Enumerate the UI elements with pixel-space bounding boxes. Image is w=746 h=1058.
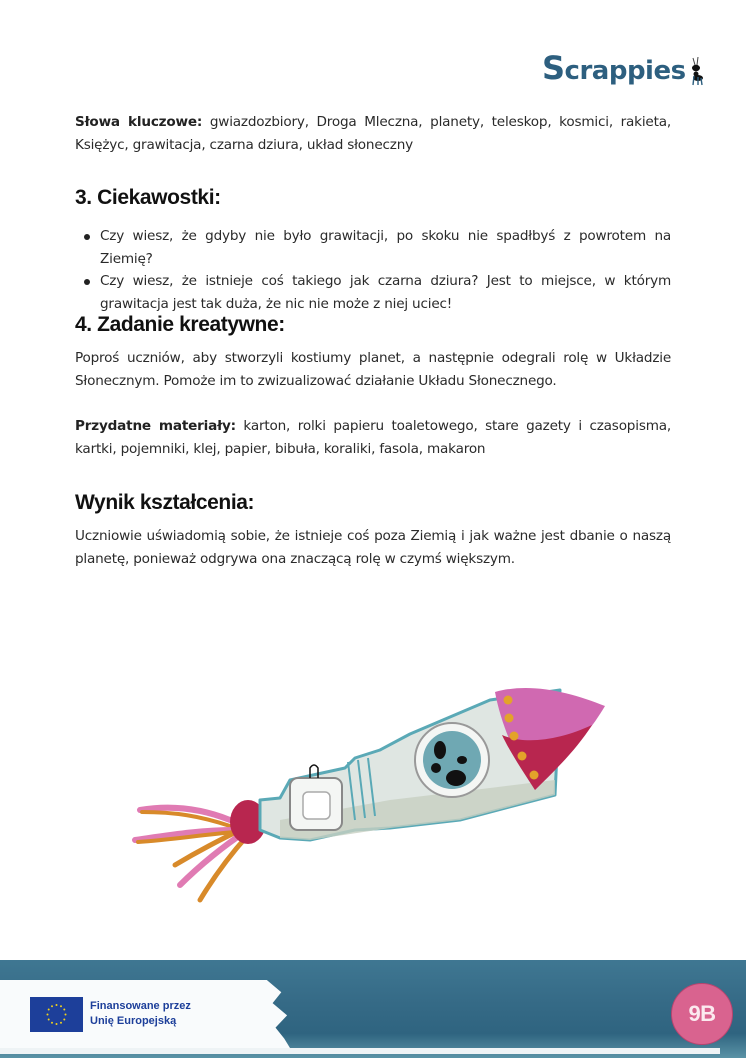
rocket-with-ants-illustration: [130, 680, 610, 910]
ant-icon: [687, 56, 705, 86]
logo-text: Scrappies: [542, 49, 686, 87]
fact-item: Czy wiesz, że istnieje coś takiego jak czarna dziura? Jest to miejsce, w którym grawitacja jest tak duża, że nic nie może z niej uciec!: [75, 270, 671, 315]
scrappies-logo: [542, 49, 705, 87]
outcome-heading: Wynik kształcenia:: [75, 491, 255, 514]
keywords-label: Słowa kluczowe:: [75, 114, 203, 130]
materials-paragraph: [75, 415, 671, 460]
materials-text: karton, rolki papieru toaletowego, stare gazety i czasopisma, kartki, pojemniki, klej, papier, bibuła, koraliki, fasola, makaron: [75, 418, 671, 457]
facts-list: [75, 225, 671, 315]
page-number-badge: 9B: [671, 983, 733, 1045]
materials-label: Przydatne materiały:: [75, 418, 236, 434]
bullet-icon: [84, 279, 90, 285]
bullet-icon: [84, 234, 90, 240]
rocket-flames: [135, 800, 266, 900]
creative-task-paragraph: Poproś uczniów, aby stworzyli kostiumy planet, a następnie odegrali rolę w Układzie Słonecznym. Pomoże im to zwizualizować działanie Układu Słonecznego.: [75, 350, 671, 389]
eu-funding-text: Finansowane przez Unię Europejską: [90, 1000, 191, 1027]
eu-flag-icon: [30, 997, 83, 1032]
keywords-text: gwiazdozbiory, Droga Mleczna, planety, teleskop, kosmici, rakieta, Księżyc, grawitacja, czarna dziura, układ słoneczny: [75, 114, 671, 153]
outcome-paragraph: Uczniowie uświadomią sobie, że istnieje coś poza Ziemią i jak ważne jest dbanie o naszą planetę, ponieważ odgrywa ona znaczącą rolę w czymś większym.: [75, 528, 671, 567]
fact-item: Czy wiesz, że gdyby nie było grawitacji, po skoku nie spadłbyś z powrotem na Ziemię?: [75, 225, 671, 270]
porthole-window: [415, 723, 489, 797]
section-4-heading: 4. Zadanie kreatywne:: [75, 313, 285, 336]
section-3-heading: 3. Ciekawostki:: [75, 186, 221, 209]
keywords-paragraph: [75, 111, 671, 156]
